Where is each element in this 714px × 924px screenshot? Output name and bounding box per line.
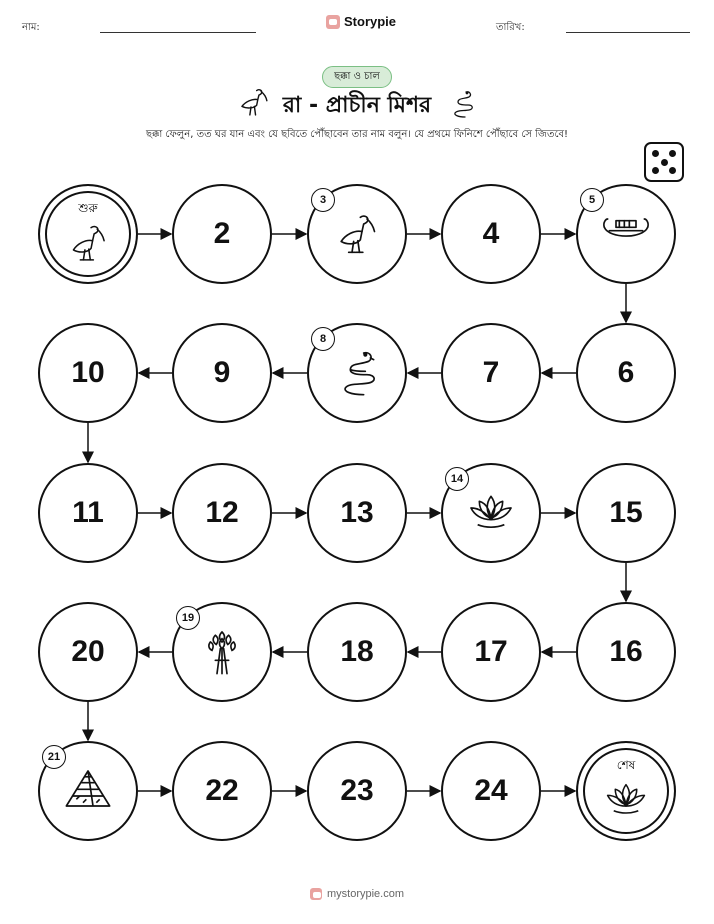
footer-url[interactable]: mystorypie.com — [326, 888, 405, 900]
board-cell[interactable] — [172, 323, 272, 423]
wheat-icon — [197, 627, 247, 677]
board-cell[interactable] — [38, 741, 138, 841]
ibis-icon — [65, 220, 111, 266]
board-cell[interactable] — [441, 602, 541, 702]
board-cell[interactable] — [307, 184, 407, 284]
cell-number: 9 — [213, 356, 231, 389]
finish-label: শেষ — [616, 758, 636, 772]
board-cell[interactable] — [576, 463, 676, 563]
board-cell[interactable] — [441, 741, 541, 841]
board-cell[interactable] — [307, 463, 407, 563]
date-label: তারিখ: — [496, 22, 525, 33]
board-cell[interactable] — [38, 602, 138, 702]
cell-number-badge: 8 — [311, 327, 335, 351]
start-label: শুরু — [78, 201, 98, 215]
board-cell[interactable] — [38, 323, 138, 423]
cell-number: 22 — [205, 774, 239, 807]
cell-number: 20 — [71, 635, 105, 668]
board-cell[interactable] — [576, 184, 676, 284]
cell-number: 6 — [617, 356, 635, 389]
board-cell[interactable] — [172, 463, 272, 563]
board-cell[interactable] — [441, 184, 541, 284]
board-cell[interactable] — [307, 602, 407, 702]
cell-number: 17 — [474, 635, 508, 668]
board-cell[interactable] — [441, 463, 541, 563]
instructions: ছক্কা ফেলুন, তত ঘর যান এবং যে ছবিতে পৌঁছাবেন তার নাম বলুন। যে প্রথমে ফিনিশে পৌঁছাবে সে জিতবে! — [145, 129, 569, 140]
board-cell[interactable] — [38, 463, 138, 563]
cell-number-badge: 21 — [42, 745, 66, 769]
ibis-icon — [332, 209, 382, 259]
board-cell[interactable] — [576, 602, 676, 702]
cell-number-badge: 19 — [176, 606, 200, 630]
name-label: নাম: — [22, 22, 40, 33]
footer — [0, 888, 714, 900]
snake-icon — [332, 348, 382, 398]
cell-number: 4 — [482, 217, 500, 250]
start-cell[interactable] — [38, 184, 138, 284]
board-cell[interactable] — [172, 184, 272, 284]
cell-number: 16 — [609, 635, 643, 668]
board-cell[interactable] — [307, 741, 407, 841]
cell-number: 18 — [340, 635, 374, 668]
board-cell[interactable] — [307, 323, 407, 423]
cell-number-badge: 5 — [580, 188, 604, 212]
board-cell[interactable] — [441, 323, 541, 423]
cell-number: 15 — [609, 496, 643, 529]
boat-icon — [601, 209, 651, 259]
game-type-pill: ছক্কা ও চাল — [322, 66, 392, 88]
cell-number: 7 — [482, 356, 500, 389]
board-cell[interactable] — [576, 323, 676, 423]
cell-number: 13 — [340, 496, 374, 529]
board-cell[interactable] — [172, 602, 272, 702]
pyramid-icon — [63, 766, 113, 816]
finish-cell[interactable] — [576, 741, 676, 841]
cell-number-badge: 14 — [445, 467, 469, 491]
footer-logo-icon — [310, 888, 322, 900]
lotus-icon — [466, 488, 516, 538]
cell-number: 10 — [71, 356, 105, 389]
lotus-icon — [603, 777, 649, 823]
cell-number: 12 — [205, 496, 239, 529]
cell-number-badge: 3 — [311, 188, 335, 212]
cell-number: 23 — [340, 774, 374, 807]
board-cell[interactable] — [172, 741, 272, 841]
brand-name: Storypie — [344, 14, 397, 29]
page-title: রা - প্রাচীন মিশর — [282, 93, 432, 118]
cell-number: 2 — [213, 217, 231, 250]
cell-number: 11 — [72, 496, 104, 529]
cell-number: 24 — [474, 774, 508, 807]
